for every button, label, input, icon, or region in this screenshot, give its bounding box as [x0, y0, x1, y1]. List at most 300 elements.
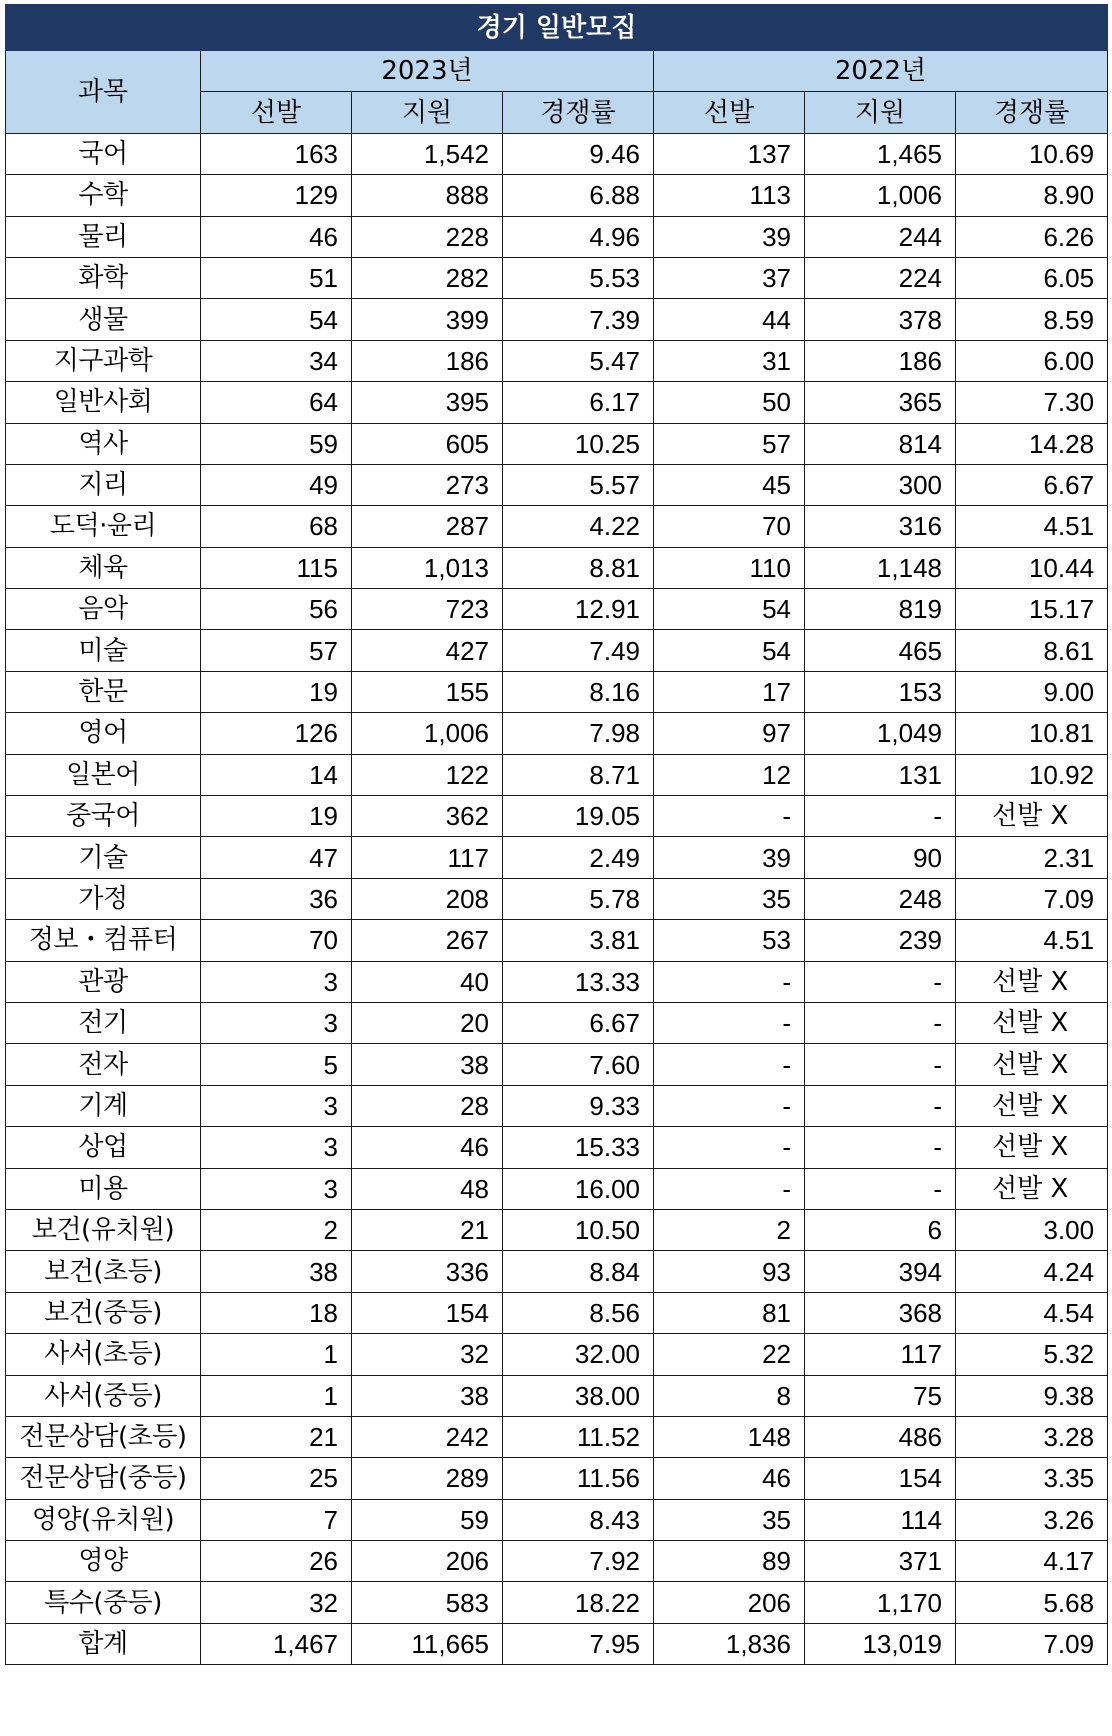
competition-rate-2023-cell: 3.81: [503, 920, 654, 961]
subject-cell: 기계: [6, 1085, 201, 1126]
applicants-2023-cell: 287: [352, 506, 503, 547]
applicants-2023-cell: 155: [352, 671, 503, 712]
table-row: [6, 1499, 1108, 1540]
applicants-2022-cell: 1,170: [805, 1582, 956, 1623]
selected-2023-cell: 34: [201, 340, 352, 381]
competition-rate-2022-cell: 6.00: [956, 340, 1108, 381]
selected-2022-cell: -: [654, 1002, 805, 1043]
applicants-2022-cell: 814: [805, 423, 956, 464]
table-row: [6, 1458, 1108, 1499]
table-row: [6, 878, 1108, 919]
competition-rate-2023-cell: 8.56: [503, 1292, 654, 1333]
selected-2022-cell: 50: [654, 382, 805, 423]
selected-2023-cell: 3: [201, 1085, 352, 1126]
applicants-2023-cell: 427: [352, 630, 503, 671]
selected-2023-cell: 19: [201, 796, 352, 837]
competition-rate-2022-cell: 9.38: [956, 1375, 1108, 1416]
table-row: [6, 382, 1108, 423]
applicants-header-2022: 지원: [805, 92, 956, 133]
applicants-2023-cell: 122: [352, 754, 503, 795]
selected-2022-cell: 22: [654, 1334, 805, 1375]
subject-cell: 지리: [6, 464, 201, 505]
table-row: [6, 1541, 1108, 1582]
applicants-2022-cell: 371: [805, 1541, 956, 1582]
applicants-2022-cell: 368: [805, 1292, 956, 1333]
applicants-2023-cell: 267: [352, 920, 503, 961]
table-row: [6, 1168, 1108, 1209]
applicants-2023-cell: 38: [352, 1044, 503, 1085]
subject-cell: 물리: [6, 216, 201, 257]
selected-2022-cell: 1,836: [654, 1623, 805, 1664]
competition-rate-2022-cell: 선발 X: [956, 1168, 1108, 1209]
competition-rate-2023-cell: 2.49: [503, 837, 654, 878]
subject-cell: 전자: [6, 1044, 201, 1085]
competition-rate-2022-cell: 9.00: [956, 671, 1108, 712]
competition-rate-2022-cell: 8.90: [956, 175, 1108, 216]
competition-rate-2022-cell: 14.28: [956, 423, 1108, 464]
subject-cell: 음악: [6, 589, 201, 630]
competition-rate-2022-cell: 10.44: [956, 547, 1108, 588]
competition-rate-2023-cell: 6.67: [503, 1002, 654, 1043]
selected-2023-cell: 64: [201, 382, 352, 423]
subject-cell: 전기: [6, 1002, 201, 1043]
applicants-2022-cell: 131: [805, 754, 956, 795]
selected-2023-cell: 51: [201, 257, 352, 298]
competition-rate-2022-cell: 6.26: [956, 216, 1108, 257]
selected-2023-cell: 1: [201, 1375, 352, 1416]
applicants-2022-cell: 244: [805, 216, 956, 257]
applicants-2022-cell: -: [805, 1127, 956, 1168]
subject-cell: 관광: [6, 961, 201, 1002]
applicants-2023-cell: 20: [352, 1002, 503, 1043]
subject-cell: 한문: [6, 671, 201, 712]
table-row: [6, 630, 1108, 671]
table-row: [6, 506, 1108, 547]
selected-2023-cell: 46: [201, 216, 352, 257]
subject-cell: 미술: [6, 630, 201, 671]
selected-2022-cell: 37: [654, 257, 805, 298]
applicants-2023-cell: 289: [352, 1458, 503, 1499]
competition-rate-2023-cell: 8.84: [503, 1251, 654, 1292]
subject-cell: 보건(중등): [6, 1292, 201, 1333]
applicants-2022-cell: 6: [805, 1209, 956, 1250]
competition-header-2022: 경쟁률: [956, 92, 1108, 133]
applicants-2023-cell: 723: [352, 589, 503, 630]
table-row: [6, 1209, 1108, 1250]
selected-2023-cell: 56: [201, 589, 352, 630]
selected-2022-cell: 45: [654, 464, 805, 505]
competition-rate-2022-cell: 2.31: [956, 837, 1108, 878]
table-row: [6, 1044, 1108, 1085]
subject-cell: 사서(중등): [6, 1375, 201, 1416]
applicants-2022-cell: 300: [805, 464, 956, 505]
selected-2023-cell: 59: [201, 423, 352, 464]
selected-2022-cell: 8: [654, 1375, 805, 1416]
selected-2022-cell: 89: [654, 1541, 805, 1582]
subject-cell: 기술: [6, 837, 201, 878]
selected-2023-cell: 19: [201, 671, 352, 712]
selected-2023-cell: 47: [201, 837, 352, 878]
table-row: [6, 175, 1108, 216]
competition-rate-2022-cell: 4.54: [956, 1292, 1108, 1333]
subject-cell: 전문상담(초등): [6, 1416, 201, 1457]
subject-cell: 사서(초등): [6, 1334, 201, 1375]
applicants-2023-cell: 336: [352, 1251, 503, 1292]
selected-2022-cell: 2: [654, 1209, 805, 1250]
competition-rate-2023-cell: 18.22: [503, 1582, 654, 1623]
competition-rate-2022-cell: 선발 X: [956, 1127, 1108, 1168]
competition-rate-2022-cell: 5.32: [956, 1334, 1108, 1375]
table-row: [6, 1334, 1108, 1375]
applicants-2023-cell: 399: [352, 299, 503, 340]
subject-cell: 도덕·윤리: [6, 506, 201, 547]
applicants-2022-cell: 248: [805, 878, 956, 919]
table-row: [6, 133, 1108, 174]
applicants-2023-cell: 154: [352, 1292, 503, 1333]
subject-cell: 생물: [6, 299, 201, 340]
selected-2022-cell: 137: [654, 133, 805, 174]
competition-rate-2023-cell: 7.60: [503, 1044, 654, 1085]
selected-2022-cell: 110: [654, 547, 805, 588]
selected-2023-cell: 3: [201, 1168, 352, 1209]
year-2023-header: 2023년: [201, 51, 654, 92]
selected-2022-cell: 148: [654, 1416, 805, 1457]
applicants-2022-cell: 13,019: [805, 1623, 956, 1664]
competition-rate-2022-cell: 7.09: [956, 878, 1108, 919]
subject-cell: 특수(중등): [6, 1582, 201, 1623]
table-row: [6, 216, 1108, 257]
table-row: [6, 464, 1108, 505]
selected-2022-cell: 12: [654, 754, 805, 795]
title-row: [6, 5, 1108, 51]
competition-rate-2022-cell: 6.67: [956, 464, 1108, 505]
selected-2022-cell: 70: [654, 506, 805, 547]
applicants-2022-cell: 154: [805, 1458, 956, 1499]
subject-cell: 지구과학: [6, 340, 201, 381]
competition-rate-2023-cell: 7.95: [503, 1623, 654, 1664]
competition-rate-2022-cell: 7.09: [956, 1623, 1108, 1664]
selected-2023-cell: 1,467: [201, 1623, 352, 1664]
selected-2023-cell: 36: [201, 878, 352, 919]
selected-2022-cell: 54: [654, 630, 805, 671]
competition-rate-2023-cell: 32.00: [503, 1334, 654, 1375]
competition-rate-2022-cell: 5.68: [956, 1582, 1108, 1623]
competition-rate-2023-cell: 8.81: [503, 547, 654, 588]
total-row: [6, 1623, 1108, 1664]
selected-2022-cell: -: [654, 1127, 805, 1168]
table-row: [6, 1416, 1108, 1457]
table-row: [6, 961, 1108, 1002]
applicants-2022-cell: 153: [805, 671, 956, 712]
competition-rate-2022-cell: 4.17: [956, 1541, 1108, 1582]
competition-rate-2022-cell: 15.17: [956, 589, 1108, 630]
competition-rate-2023-cell: 5.47: [503, 340, 654, 381]
selected-2023-cell: 54: [201, 299, 352, 340]
applicants-2023-cell: 186: [352, 340, 503, 381]
competition-rate-2022-cell: 6.05: [956, 257, 1108, 298]
competition-rate-2023-cell: 11.52: [503, 1416, 654, 1457]
selected-2022-cell: 17: [654, 671, 805, 712]
applicants-2022-cell: 486: [805, 1416, 956, 1457]
applicants-2022-cell: 316: [805, 506, 956, 547]
selected-2023-cell: 3: [201, 1002, 352, 1043]
applicants-2023-cell: 1,006: [352, 713, 503, 754]
competition-rate-2023-cell: 4.22: [503, 506, 654, 547]
selected-2022-cell: 35: [654, 878, 805, 919]
selected-2022-cell: 44: [654, 299, 805, 340]
selected-2023-cell: 129: [201, 175, 352, 216]
applicants-2022-cell: 90: [805, 837, 956, 878]
competition-rate-2022-cell: 10.69: [956, 133, 1108, 174]
subject-cell: 일반사회: [6, 382, 201, 423]
competition-rate-2023-cell: 8.43: [503, 1499, 654, 1540]
subject-cell: 화학: [6, 257, 201, 298]
applicants-2023-cell: 38: [352, 1375, 503, 1416]
competition-rate-2023-cell: 9.46: [503, 133, 654, 174]
selected-2023-cell: 68: [201, 506, 352, 547]
applicants-2022-cell: 75: [805, 1375, 956, 1416]
applicants-2022-cell: 1,465: [805, 133, 956, 174]
table-row: [6, 340, 1108, 381]
selected-2022-cell: 93: [654, 1251, 805, 1292]
table-row: [6, 1002, 1108, 1043]
selected-2023-cell: 126: [201, 713, 352, 754]
competition-rate-2023-cell: 7.39: [503, 299, 654, 340]
competition-rate-2022-cell: 선발 X: [956, 1044, 1108, 1085]
selected-2022-cell: 39: [654, 837, 805, 878]
applicants-2023-cell: 1,542: [352, 133, 503, 174]
selected-2023-cell: 7: [201, 1499, 352, 1540]
applicants-2023-cell: 242: [352, 1416, 503, 1457]
selected-2023-cell: 5: [201, 1044, 352, 1085]
competition-rate-2022-cell: 7.30: [956, 382, 1108, 423]
competition-rate-2022-cell: 10.92: [956, 754, 1108, 795]
competition-rate-2023-cell: 13.33: [503, 961, 654, 1002]
subject-cell: 보건(초등): [6, 1251, 201, 1292]
subject-cell: 미용: [6, 1168, 201, 1209]
selected-2022-cell: 53: [654, 920, 805, 961]
selected-2023-cell: 163: [201, 133, 352, 174]
selected-2022-cell: -: [654, 1085, 805, 1126]
applicants-2022-cell: 465: [805, 630, 956, 671]
table-row: [6, 671, 1108, 712]
competition-rate-2023-cell: 7.98: [503, 713, 654, 754]
applicants-2022-cell: 378: [805, 299, 956, 340]
table-title: 경기 일반모집: [6, 5, 1108, 51]
competition-rate-2023-cell: 19.05: [503, 796, 654, 837]
selected-2022-cell: 97: [654, 713, 805, 754]
competition-rate-2022-cell: 선발 X: [956, 796, 1108, 837]
subject-cell: 영양(유치원): [6, 1499, 201, 1540]
subject-cell: 합계: [6, 1623, 201, 1664]
applicants-2022-cell: -: [805, 1085, 956, 1126]
competition-rate-2023-cell: 10.50: [503, 1209, 654, 1250]
applicants-2023-cell: 395: [352, 382, 503, 423]
competition-rate-2023-cell: 6.17: [503, 382, 654, 423]
selected-2023-cell: 14: [201, 754, 352, 795]
applicants-2023-cell: 362: [352, 796, 503, 837]
selected-2023-cell: 115: [201, 547, 352, 588]
selected-2023-cell: 2: [201, 1209, 352, 1250]
subject-cell: 보건(유치원): [6, 1209, 201, 1250]
table-row: [6, 1292, 1108, 1333]
applicants-2023-cell: 605: [352, 423, 503, 464]
selected-2023-cell: 1: [201, 1334, 352, 1375]
selected-header-2022: 선발: [654, 92, 805, 133]
selected-2022-cell: -: [654, 1044, 805, 1085]
competition-header-2023: 경쟁률: [503, 92, 654, 133]
competition-rate-2023-cell: 7.49: [503, 630, 654, 671]
competition-rate-2023-cell: 9.33: [503, 1085, 654, 1126]
applicants-2023-cell: 59: [352, 1499, 503, 1540]
year-2022-header: 2022년: [654, 51, 1108, 92]
selected-2023-cell: 26: [201, 1541, 352, 1582]
subject-cell: 수학: [6, 175, 201, 216]
competition-rate-2023-cell: 6.88: [503, 175, 654, 216]
competition-rate-2023-cell: 8.71: [503, 754, 654, 795]
selected-2022-cell: -: [654, 961, 805, 1002]
competition-rate-2022-cell: 3.26: [956, 1499, 1108, 1540]
subject-cell: 영어: [6, 713, 201, 754]
table-row: [6, 547, 1108, 588]
selected-2022-cell: 57: [654, 423, 805, 464]
applicants-2023-cell: 273: [352, 464, 503, 505]
selected-2022-cell: 39: [654, 216, 805, 257]
competition-rate-2022-cell: 8.59: [956, 299, 1108, 340]
subject-header: 과목: [6, 51, 201, 134]
applicants-2023-cell: 11,665: [352, 1623, 503, 1664]
applicants-2023-cell: 206: [352, 1541, 503, 1582]
applicants-2023-cell: 117: [352, 837, 503, 878]
competition-rate-2022-cell: 3.00: [956, 1209, 1108, 1250]
applicants-2023-cell: 21: [352, 1209, 503, 1250]
selected-2023-cell: 3: [201, 1127, 352, 1168]
competition-rate-2023-cell: 5.78: [503, 878, 654, 919]
selected-2022-cell: 206: [654, 1582, 805, 1623]
competition-rate-2022-cell: 선발 X: [956, 1085, 1108, 1126]
subject-cell: 역사: [6, 423, 201, 464]
applicants-2023-cell: 228: [352, 216, 503, 257]
subject-cell: 영양: [6, 1541, 201, 1582]
subject-cell: 일본어: [6, 754, 201, 795]
applicants-header-2023: 지원: [352, 92, 503, 133]
selected-2023-cell: 57: [201, 630, 352, 671]
applicants-2022-cell: 1,049: [805, 713, 956, 754]
applicants-2023-cell: 208: [352, 878, 503, 919]
competition-rate-2022-cell: 3.35: [956, 1458, 1108, 1499]
applicants-2022-cell: 117: [805, 1334, 956, 1375]
competition-rate-2023-cell: 15.33: [503, 1127, 654, 1168]
table-row: [6, 257, 1108, 298]
table-row: [6, 796, 1108, 837]
applicants-2023-cell: 888: [352, 175, 503, 216]
applicants-2022-cell: -: [805, 1168, 956, 1209]
selected-2022-cell: 113: [654, 175, 805, 216]
selected-2023-cell: 18: [201, 1292, 352, 1333]
competition-rate-2022-cell: 3.28: [956, 1416, 1108, 1457]
competition-rate-2023-cell: 12.91: [503, 589, 654, 630]
applicants-2022-cell: 394: [805, 1251, 956, 1292]
competition-rate-2023-cell: 16.00: [503, 1168, 654, 1209]
table-row: [6, 1127, 1108, 1168]
competition-rate-2022-cell: 선발 X: [956, 1002, 1108, 1043]
selected-2022-cell: 81: [654, 1292, 805, 1333]
competition-rate-2022-cell: 10.81: [956, 713, 1108, 754]
selected-2023-cell: 21: [201, 1416, 352, 1457]
table-row: [6, 299, 1108, 340]
applicants-2023-cell: 282: [352, 257, 503, 298]
applicants-2023-cell: 28: [352, 1085, 503, 1126]
competition-rate-2022-cell: 8.61: [956, 630, 1108, 671]
competition-rate-2022-cell: 4.51: [956, 920, 1108, 961]
table-body: [6, 133, 1108, 1664]
selected-2023-cell: 32: [201, 1582, 352, 1623]
selected-2023-cell: 3: [201, 961, 352, 1002]
applicants-2022-cell: -: [805, 796, 956, 837]
competition-rate-2023-cell: 11.56: [503, 1458, 654, 1499]
applicants-2023-cell: 583: [352, 1582, 503, 1623]
selected-2022-cell: 54: [654, 589, 805, 630]
year-header-row: [6, 51, 1108, 92]
competition-rate-2023-cell: 5.53: [503, 257, 654, 298]
selected-2023-cell: 38: [201, 1251, 352, 1292]
applicants-2022-cell: -: [805, 1044, 956, 1085]
competition-rate-2023-cell: 8.16: [503, 671, 654, 712]
table-row: [6, 1375, 1108, 1416]
table-row: [6, 1582, 1108, 1623]
applicants-2023-cell: 46: [352, 1127, 503, 1168]
selected-2022-cell: -: [654, 1168, 805, 1209]
selected-2022-cell: 46: [654, 1458, 805, 1499]
competition-rate-2023-cell: 5.57: [503, 464, 654, 505]
subject-cell: 중국어: [6, 796, 201, 837]
applicants-2022-cell: -: [805, 961, 956, 1002]
subject-cell: 전문상담(중등): [6, 1458, 201, 1499]
competition-rate-2023-cell: 7.92: [503, 1541, 654, 1582]
selected-2022-cell: 31: [654, 340, 805, 381]
applicants-2022-cell: 114: [805, 1499, 956, 1540]
table-row: [6, 754, 1108, 795]
selected-2022-cell: -: [654, 796, 805, 837]
applicants-2023-cell: 32: [352, 1334, 503, 1375]
applicants-2022-cell: -: [805, 1002, 956, 1043]
table-row: [6, 1085, 1108, 1126]
subject-cell: 가정: [6, 878, 201, 919]
selected-2022-cell: 35: [654, 1499, 805, 1540]
selected-2023-cell: 25: [201, 1458, 352, 1499]
competition-rate-2022-cell: 4.51: [956, 506, 1108, 547]
applicants-2022-cell: 1,006: [805, 175, 956, 216]
applicants-2023-cell: 48: [352, 1168, 503, 1209]
table-row: [6, 423, 1108, 464]
selected-2023-cell: 49: [201, 464, 352, 505]
applicants-2022-cell: 186: [805, 340, 956, 381]
subject-cell: 정보・컴퓨터: [6, 920, 201, 961]
applicants-2022-cell: 239: [805, 920, 956, 961]
applicants-2023-cell: 40: [352, 961, 503, 1002]
applicants-2022-cell: 1,148: [805, 547, 956, 588]
applicants-2023-cell: 1,013: [352, 547, 503, 588]
applicants-2022-cell: 224: [805, 257, 956, 298]
applicants-2022-cell: 819: [805, 589, 956, 630]
table-row: [6, 589, 1108, 630]
competition-rate-2022-cell: 4.24: [956, 1251, 1108, 1292]
subject-cell: 국어: [6, 133, 201, 174]
table-row: [6, 1251, 1108, 1292]
competition-rate-2023-cell: 4.96: [503, 216, 654, 257]
table-row: [6, 920, 1108, 961]
recruitment-table: [5, 4, 1108, 1665]
